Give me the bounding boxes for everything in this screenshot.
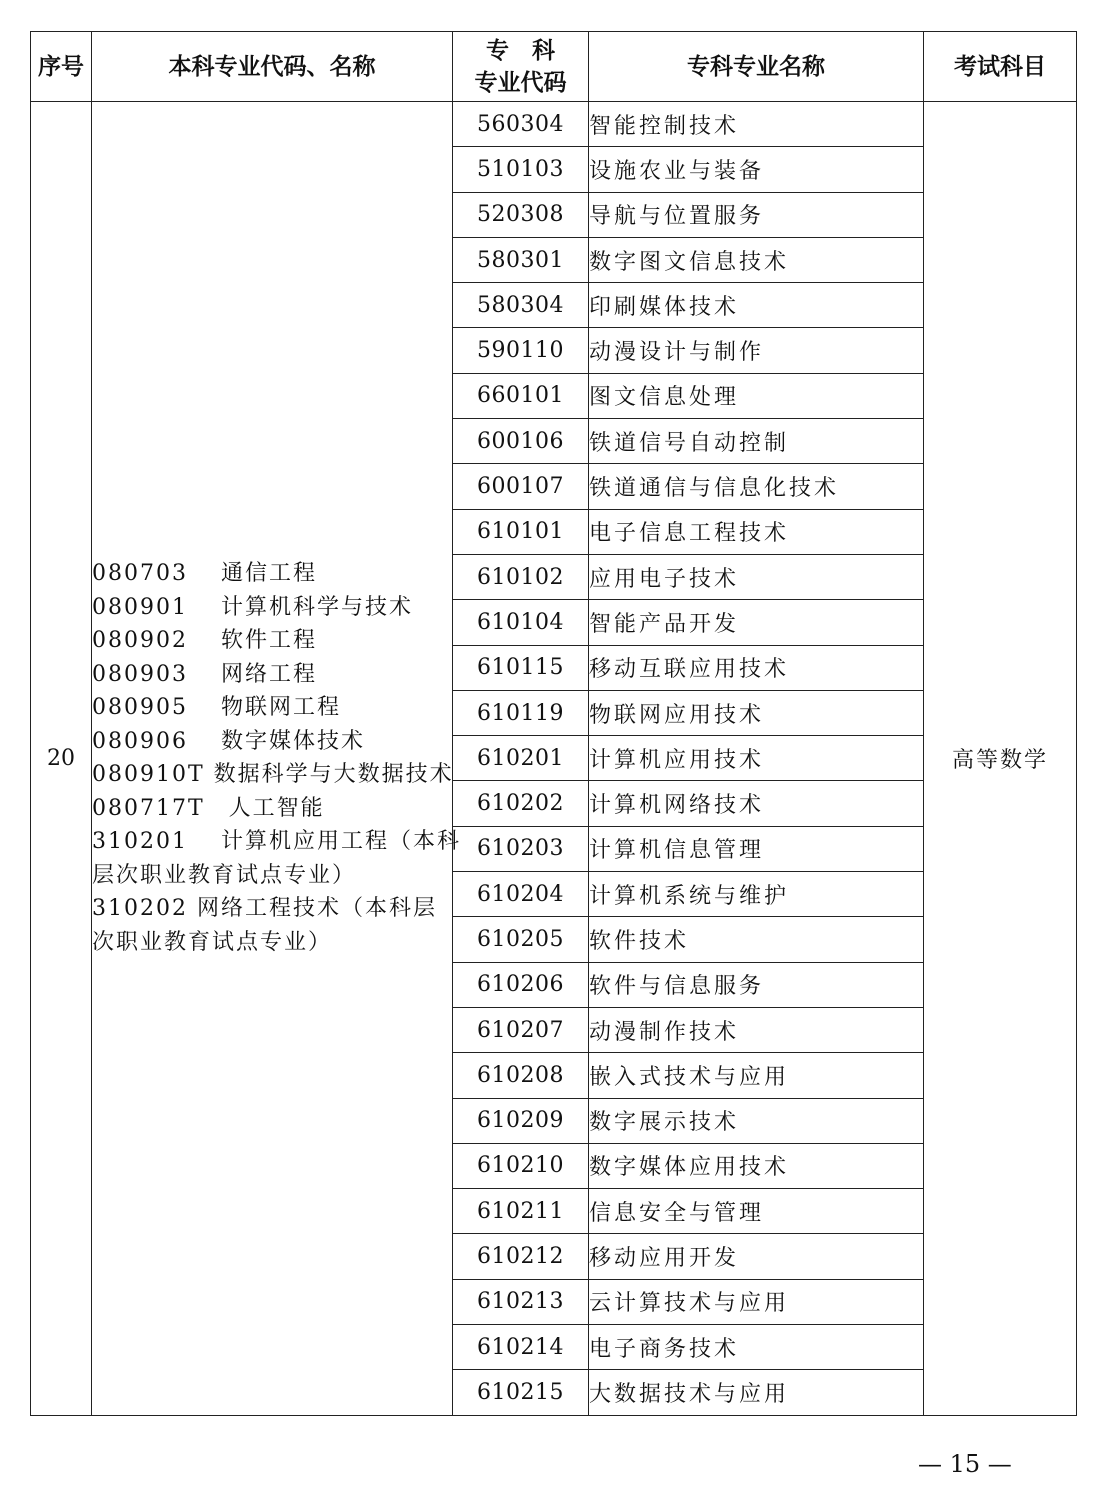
junior-major-name: 铁道信号自动控制 [589,419,924,464]
junior-major-code: 610203 [453,826,589,871]
undergrad-major-line: 080902 软件工程 [92,628,317,654]
junior-major-name: 印刷媒体技术 [589,283,924,328]
undergrad-major-line: 080703 通信工程 [92,561,317,587]
junior-major-code: 610210 [453,1143,589,1188]
junior-major-name: 移动互联应用技术 [589,645,924,690]
junior-major-name: 物联网应用技术 [589,690,924,735]
exam-subject: 高等数学 [924,102,1077,1416]
header-junior-name: 专科专业名称 [589,32,924,102]
undergrad-major-line: 080901 计算机科学与技术 [92,594,413,620]
junior-major-name: 嵌入式技术与应用 [589,1053,924,1098]
junior-major-code: 610206 [453,962,589,1007]
junior-major-code: 660101 [453,373,589,418]
undergrad-major-line: 080905 物联网工程 [92,695,341,721]
junior-major-name: 数字图文信息技术 [589,237,924,282]
seq-number: 20 [31,102,92,1416]
junior-major-code: 610214 [453,1325,589,1370]
junior-major-code: 590110 [453,328,589,373]
undergrad-major-line: 080906 数字媒体技术 [92,728,365,754]
junior-major-code: 610115 [453,645,589,690]
undergrad-major-line: 080910T 数据科学与大数据技术 [92,762,454,788]
junior-major-code: 610202 [453,781,589,826]
undergrad-major-line: 310201 计算机应用工程（本科 [92,829,461,855]
junior-major-name: 软件技术 [589,917,924,962]
junior-major-code: 580304 [453,283,589,328]
junior-major-code: 610209 [453,1098,589,1143]
junior-major-code: 610101 [453,509,589,554]
junior-major-name: 智能产品开发 [589,600,924,645]
junior-major-name: 计算机信息管理 [589,826,924,871]
junior-major-code: 510103 [453,147,589,192]
junior-major-code: 610204 [453,872,589,917]
junior-major-code: 610208 [453,1053,589,1098]
junior-major-name: 电子信息工程技术 [589,509,924,554]
header-row [31,32,1077,102]
junior-major-code: 600106 [453,419,589,464]
junior-major-code: 610207 [453,1007,589,1052]
undergrad-major-line: 080903 网络工程 [92,661,317,687]
junior-major-name: 智能控制技术 [589,102,924,147]
header-undergrad: 本科专业代码、名称 [92,32,453,102]
junior-major-name: 动漫制作技术 [589,1007,924,1052]
undergrad-major-line: 310202 网络工程技术（本科层 [92,896,437,922]
junior-major-code: 610212 [453,1234,589,1279]
junior-major-code: 610213 [453,1279,589,1324]
junior-major-name: 信息安全与管理 [589,1189,924,1234]
junior-major-name: 计算机系统与维护 [589,872,924,917]
junior-major-name: 应用电子技术 [589,554,924,599]
undergrad-major-line: 次职业教育试点专业） [92,929,333,955]
junior-major-code: 610119 [453,690,589,735]
junior-major-code: 610201 [453,736,589,781]
junior-major-name: 计算机应用技术 [589,736,924,781]
junior-major-name: 数字展示技术 [589,1098,924,1143]
junior-major-code: 520308 [453,192,589,237]
junior-major-name: 移动应用开发 [589,1234,924,1279]
junior-major-name: 大数据技术与应用 [589,1370,924,1415]
junior-major-code: 580301 [453,237,589,282]
header-code [453,32,589,102]
header-subject: 考试科目 [924,32,1077,102]
undergrad-major-line: 层次职业教育试点专业） [92,862,357,888]
junior-major-code: 610215 [453,1370,589,1415]
junior-major-code: 610205 [453,917,589,962]
junior-major-name: 软件与信息服务 [589,962,924,1007]
junior-major-code: 560304 [453,102,589,147]
junior-major-name: 计算机网络技术 [589,781,924,826]
junior-major-name: 导航与位置服务 [589,192,924,237]
undergrad-major-line: 080717T 人工智能 [92,795,325,821]
undergrad-majors [92,102,461,1416]
header-seq: 序号 [31,32,92,102]
junior-major-name: 云计算技术与应用 [589,1279,924,1324]
junior-major-name: 铁道通信与信息化技术 [589,464,924,509]
header-code-line1: 专 科 [486,37,555,64]
table-row [31,102,1077,147]
header-code-line2: 专业代码 [474,69,567,96]
junior-major-name: 设施农业与装备 [589,147,924,192]
junior-major-name: 动漫设计与制作 [589,328,924,373]
junior-major-code: 610104 [453,600,589,645]
major-table [30,31,1077,1416]
junior-major-code: 600107 [453,464,589,509]
page-number: — 15 — [918,1450,1012,1478]
junior-major-code: 610102 [453,554,589,599]
junior-major-name: 图文信息处理 [589,373,924,418]
junior-major-code: 610211 [453,1189,589,1234]
junior-major-name: 电子商务技术 [589,1325,924,1370]
junior-major-name: 数字媒体应用技术 [589,1143,924,1188]
